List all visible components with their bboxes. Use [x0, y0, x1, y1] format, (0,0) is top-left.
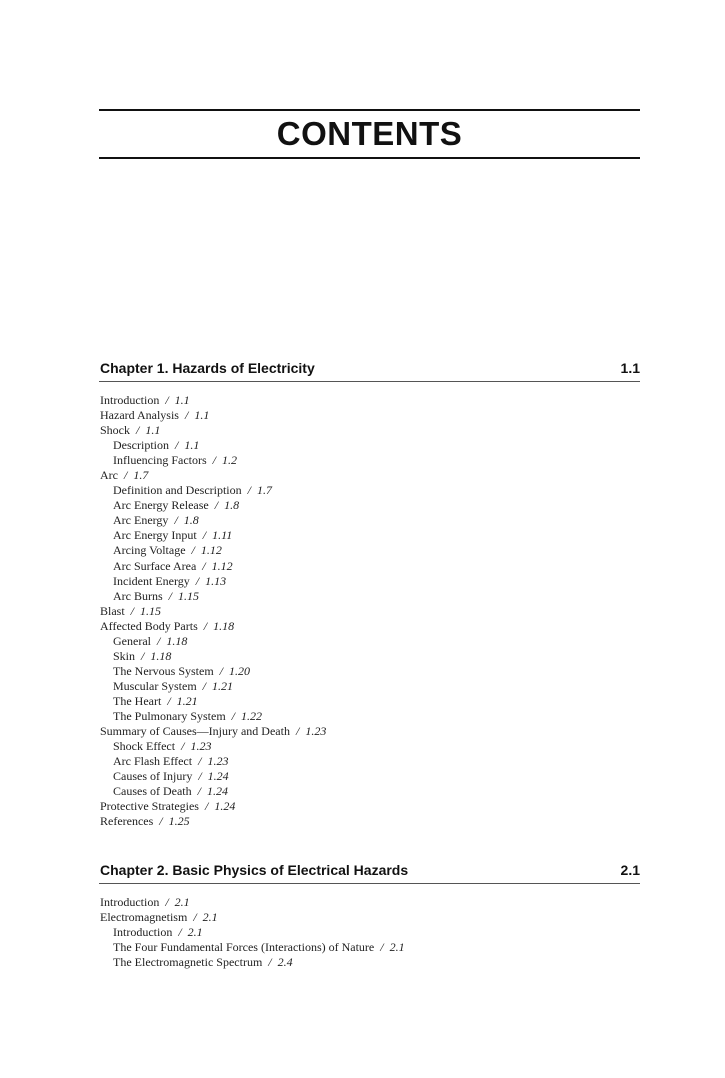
entry-page: 1.11 [212, 528, 233, 543]
separator: / [196, 678, 213, 693]
entry-label: Causes of Death [113, 784, 192, 799]
entry-page: 1.23 [305, 724, 327, 739]
separator: / [189, 573, 206, 588]
separator: / [161, 693, 177, 708]
entry-page: 1.25 [168, 814, 190, 829]
toc-entry[interactable] [100, 483, 326, 498]
toc-entry[interactable] [100, 649, 326, 664]
entry-label: Summary of Causes—Injury and Death [100, 724, 290, 739]
toc-entry[interactable] [100, 589, 326, 604]
entry-label: Introduction [100, 393, 160, 407]
separator: / [196, 558, 212, 573]
separator: / [130, 423, 146, 438]
entry-page: 1.18 [150, 648, 172, 663]
toc-entry[interactable] [100, 784, 326, 799]
toc-entry[interactable] [100, 694, 326, 709]
toc-entry[interactable] [100, 910, 405, 925]
entry-label: General [113, 633, 151, 648]
toc-entry[interactable] [100, 925, 405, 940]
entry-page: 1.22 [241, 708, 263, 723]
separator: / [118, 468, 134, 483]
separator: / [374, 940, 390, 955]
toc-entry[interactable] [100, 604, 326, 619]
entry-page: 2.1 [187, 925, 203, 940]
entry-label: Muscular System [113, 678, 197, 693]
entry-page: 1.7 [256, 483, 272, 498]
separator: / [225, 708, 242, 723]
separator: / [159, 393, 175, 407]
toc-entry[interactable] [100, 799, 326, 814]
entry-page: 1.1 [194, 408, 210, 423]
separator: / [169, 438, 185, 453]
entry-label: Shock [100, 423, 130, 438]
entry-label: Causes of Injury [113, 769, 193, 784]
entry-page: 1.12 [211, 558, 233, 573]
entry-page: 1.23 [207, 754, 229, 769]
title-bottom-rule [99, 157, 640, 159]
toc-entry[interactable] [100, 724, 326, 739]
separator: / [150, 633, 167, 648]
chapter-1-rule [99, 381, 640, 382]
separator: / [178, 408, 195, 423]
entry-label: Definition and Description [113, 483, 242, 498]
separator: / [168, 513, 184, 528]
entry-page: 1.21 [176, 693, 198, 708]
entry-page: 1.15 [178, 588, 200, 603]
toc-entry[interactable] [100, 940, 405, 955]
toc-entry[interactable] [100, 559, 326, 574]
entry-page: 1.21 [212, 678, 234, 693]
entry-page: 1.23 [190, 739, 212, 754]
entry-label: Affected Body Parts [100, 618, 198, 633]
entry-page: 1.18 [213, 618, 235, 633]
entry-label: Introduction [113, 925, 173, 940]
entry-label: The Electromagnetic Spectrum [113, 955, 263, 970]
entry-label: Blast [100, 603, 125, 618]
entry-label: Hazard Analysis [100, 408, 179, 423]
toc-entry[interactable] [100, 498, 326, 513]
chapter-page: 2.1 [620, 862, 640, 878]
entry-page: 1.1 [174, 393, 190, 407]
toc-entry[interactable] [100, 679, 326, 694]
toc-entry[interactable] [100, 453, 326, 468]
separator: / [187, 910, 203, 925]
entry-page: 1.24 [207, 784, 228, 799]
toc-entry[interactable] [100, 543, 326, 558]
entry-label: The Nervous System [113, 663, 214, 678]
entry-label: Introduction [100, 895, 160, 909]
entry-page: 1.24 [214, 799, 236, 814]
entry-label: Skin [113, 648, 136, 663]
entry-page: 1.12 [200, 543, 222, 558]
separator: / [135, 648, 151, 663]
separator: / [289, 724, 306, 739]
toc-entry[interactable] [100, 393, 326, 408]
separator: / [192, 754, 208, 769]
separator: / [175, 739, 191, 754]
toc-entry[interactable] [100, 955, 405, 970]
entry-page: 1.2 [221, 453, 237, 468]
chapter-page: 1.1 [620, 360, 640, 376]
separator: / [153, 814, 169, 829]
separator: / [262, 955, 278, 970]
title-top-rule [99, 109, 640, 111]
entry-label: References [100, 814, 154, 829]
separator: / [213, 663, 229, 678]
entry-page: 1.20 [229, 663, 250, 678]
chapter-title: Chapter 1. Hazards of Electricity [100, 360, 315, 376]
entry-label: Arc Energy [113, 513, 169, 528]
entry-page: 1.7 [133, 468, 149, 483]
toc-entry[interactable] [100, 468, 326, 483]
page-title: CONTENTS [276, 115, 463, 152]
entry-label: Electromagnetism [100, 910, 188, 925]
toc-entry[interactable] [100, 619, 326, 634]
entry-page: 1.1 [184, 438, 200, 453]
entry-page: 1.13 [205, 573, 227, 588]
separator: / [241, 483, 257, 498]
entry-page: 2.1 [174, 895, 190, 909]
toc-entry[interactable] [100, 769, 326, 784]
toc-entry[interactable] [100, 895, 405, 910]
toc-entry[interactable] [100, 754, 326, 769]
separator: / [124, 603, 141, 618]
toc-entry[interactable] [100, 664, 326, 679]
entry-label: Arc Energy Release [113, 498, 209, 513]
entry-label: The Four Fundamental Forces (Interactions) of Nature [113, 940, 375, 955]
entry-label: Arc Energy Input [113, 528, 197, 543]
separator: / [198, 799, 215, 814]
chapter-2-entries [100, 895, 405, 970]
toc-entry[interactable] [100, 634, 326, 649]
chapter-2-heading[interactable] [100, 861, 640, 879]
entry-page: 1.24 [207, 769, 229, 784]
chapter-2-rule [99, 883, 640, 884]
chapter-1-entries [100, 393, 326, 829]
toc-entry[interactable] [100, 423, 326, 438]
entry-label: Influencing Factors [113, 453, 207, 468]
entry-page: 1.8 [224, 498, 240, 513]
entry-label: The Heart [113, 693, 162, 708]
toc-entry[interactable] [100, 739, 326, 754]
entry-label: Arcing Voltage [113, 543, 186, 558]
toc-entry[interactable] [100, 709, 326, 724]
entry-label: Arc Burns [113, 588, 163, 603]
entry-label: Incident Energy [113, 573, 190, 588]
entry-label: Arc Surface Area [113, 558, 197, 573]
entry-page: 1.8 [183, 513, 199, 528]
entry-page: 1.18 [166, 633, 188, 648]
separator: / [185, 543, 201, 558]
toc-entry[interactable] [100, 814, 326, 829]
separator: / [191, 784, 207, 799]
entry-page: 2.4 [277, 955, 293, 970]
entry-label: Arc [100, 468, 118, 483]
toc-entry[interactable] [100, 408, 326, 423]
toc-entry[interactable] [100, 438, 326, 453]
entry-page: 2.1 [202, 910, 218, 925]
entry-label: The Pulmonary System [113, 708, 226, 723]
separator: / [196, 528, 213, 543]
entry-page: 1.15 [140, 603, 162, 618]
separator: / [197, 618, 214, 633]
toc-entry[interactable] [100, 528, 326, 543]
chapter-title: Chapter 2. Basic Physics of Electrical Hazards [100, 862, 409, 878]
entry-label: Description [113, 438, 169, 453]
toc-entry[interactable] [100, 513, 326, 528]
separator: / [159, 895, 175, 909]
entry-label: Protective Strategies [100, 799, 199, 814]
separator: / [172, 925, 188, 940]
separator: / [206, 453, 222, 468]
entry-label: Shock Effect [113, 739, 176, 754]
entry-page: 1.1 [145, 423, 161, 438]
separator: / [162, 588, 179, 603]
entry-page: 2.1 [389, 940, 405, 955]
chapter-1-heading[interactable] [100, 359, 640, 377]
toc-entry[interactable] [100, 574, 326, 589]
separator: / [192, 769, 208, 784]
entry-label: Arc Flash Effect [113, 754, 193, 769]
separator: / [208, 498, 225, 513]
